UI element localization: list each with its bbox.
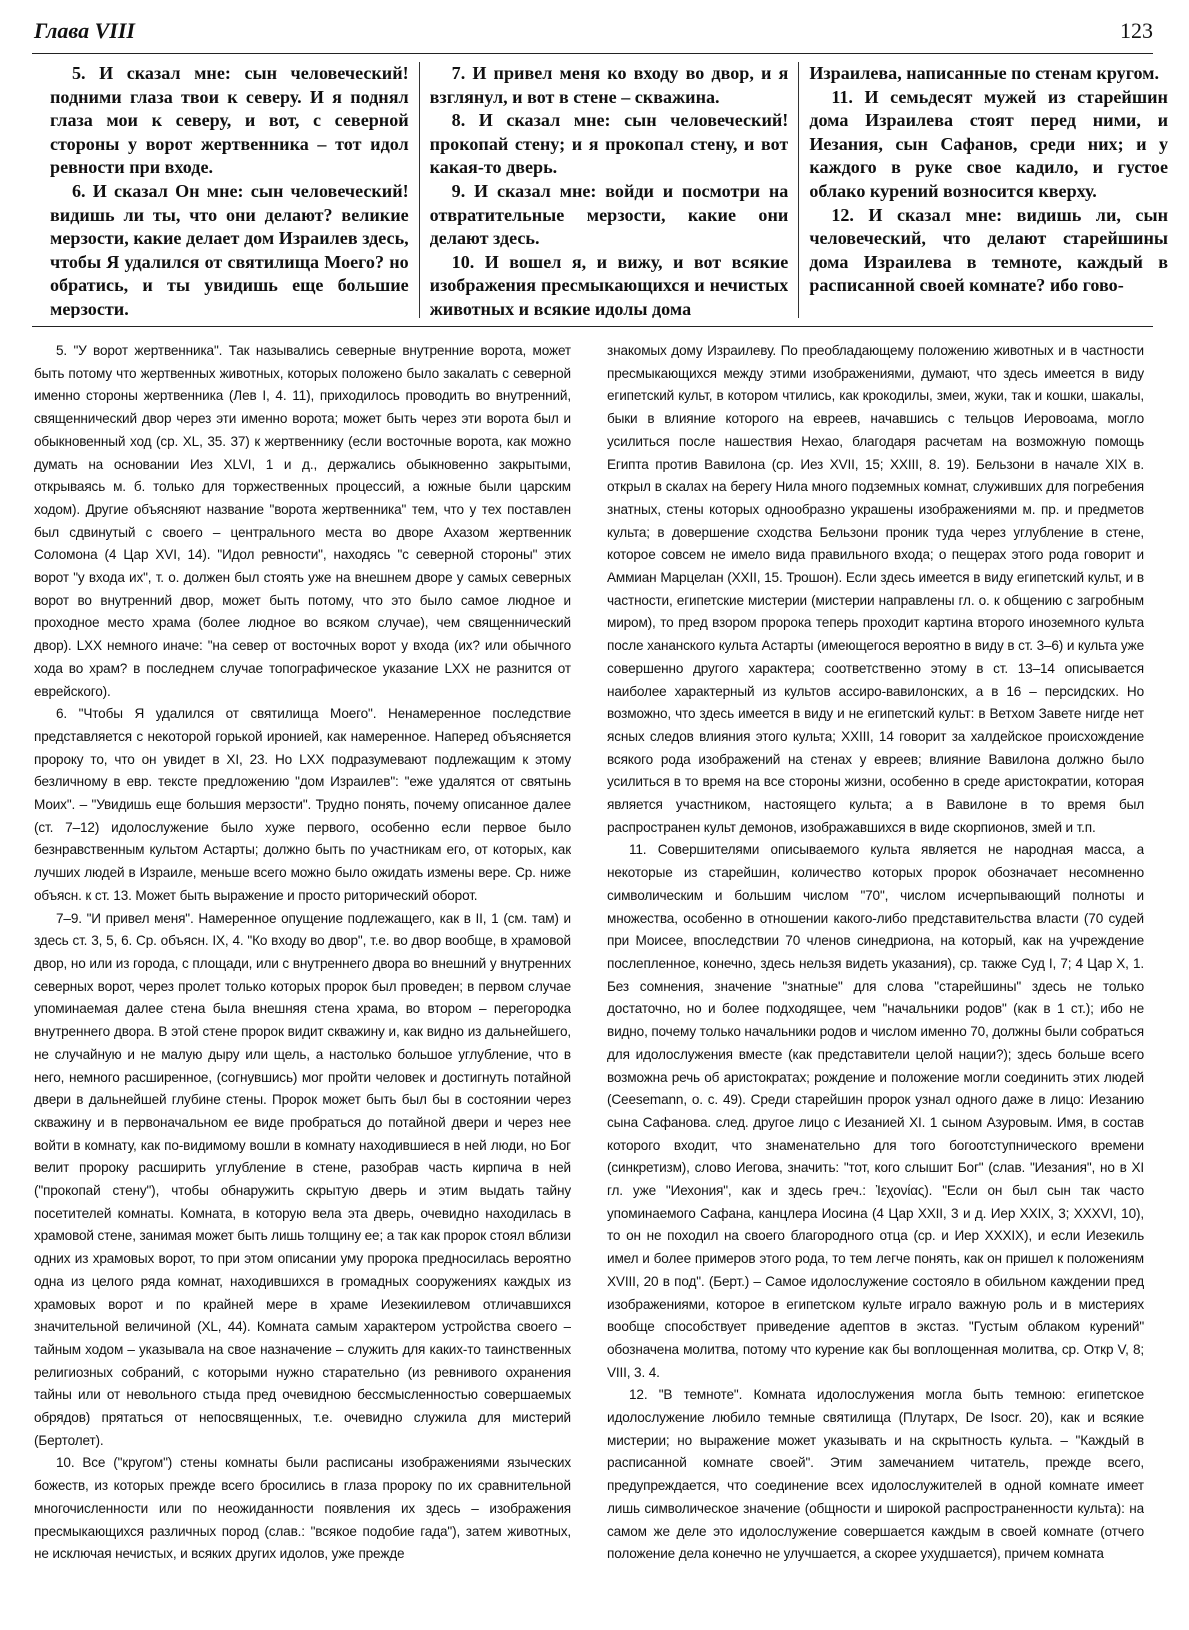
verse-5: 5. И сказал мне: сын человеческий! подними глаза твои к северу. И я поднял глаза мои к северу, и вот, с северной стороны у ворот жертвенника – тот идол ревности при входе. [50,63,409,178]
commentary-5: 5. "У ворот жертвенника". Так назывались северные внутренние ворота, может быть потому что жертвенных животных, которых положено было закалать с северной именно стороны жертвенника (Лев I, 4. 11), приходилось проводить во внутренний, священнический двор через эти именно ворота; может быть через эти ворота был и обыкновенный ход (ср. XL, 35. 37) к жертвеннику (если восточные ворота, как можно думать на основании Иез XLVI, 1 и д., держались обыкновенно закрытыми, открываясь м. б. только для торжественных процессий, а южные были царским ходом). Другие объясняют название "ворота жертвенника" тем, что у тех поставлен был сдвинутый с своего – центрального места во дворе Ахазом жертвенник Соломона (4 Цар XVI, 14). "Идол ревности", находясь "с северной стороны" этих ворот "у входа их", т. о. должен был стоять уже на внешнем дворе у самых северных ворот во внутренний двор, может быть потому, что это было самое людное и проходное место храма (более людное во всяком случае), чем священнический двор). LXX немного иначе: "на север от восточных ворот у входа (их? или обычного хода во храм? в последнем случае топографическое указание LXX не разнится от еврейского). [34,343,571,699]
page-number: 123 [1120,18,1153,43]
verse-8: 8. И сказал мне: сын человеческий! прокопай стену; и я прокопал стену, и вот какая-то дверь. [429,110,789,178]
verse-9: 9. И сказал мне: войди и посмотри на отвратительные мерзости, какие они делают здесь. [429,180,789,249]
header-rule [32,53,1153,54]
verse-10-continuation: Израилева, написанные по стенам кругом. [809,63,1160,83]
commentary-10: 10. Все ("кругом") стены комнаты были расписаны изображениями языческих божеств, из которых прежде всего бросились в глаза пророку по их сравнительной многочисленности или по неожиданности появления их здесь – изображения пресмыкающихся различных пород (слав.: "всякое подобие гада"), затем животных, не исключая нечистых, и всяких других идолов, уже прежде [34,1455,571,1562]
scripture-column-3 [809,62,1168,318]
verse-10: 10. И вошел я, и вижу, и вот всякие изображения пресмыкающихся и нечистых животных и всякие идолы дома [429,251,789,318]
section-rule [32,326,1153,327]
column-divider [419,62,420,318]
commentary-11: 11. Совершителями описываемого культа является не народная масса, а некоторые из старейшин, количество которых пророк обозначает несомненно символическим и большим числом "70", числом исчерпывающий полноты и множества, особенно в отношении какого-либо представительства власти (70 судей при Моисее, впоследствии 70 членов синедриона, на который, как на учреждение послепленное, конечно, здесь нельзя видеть указания), ср. также Суд I, 7; 4 Цар X, 1. Без сомнения, значение "знатные" для слова "старейшины" здесь не только достаточно, но и более подходящее, чем "начальники родов" (как в 1 ст.); ибо не видно, почему только начальники родов и числом именно 70, должны были собраться для идолослужения вместе (как представители целой нации?); здесь больше всего возможна речь об аристократах; рождение и положение могли соединить этих людей (Ceesemann, o. c. 49). Среди старейшин пророк узнал одного даже в лицо: Иезанию сына Сафанова. след. другое лицо с Иезанией XI. 1 сыном Азуровым. Имя, в состав которого входит, что знаменательно для того богоотступнического времени (синкретизм), слово Иегова, значить: "тот, кого слышит Бог" (слав. "Иезания", но в XI гл. уже "Иехония", как и здесь греч.: Ἰεχονίας). "Если он был сын так часто упоминаемого Сафана, канцлера Иосина (4 Цар XXII, 3 и д. Иер XXIX, 3; XXXVI, 10), то он не походил на своего благородного отца (ср. и Иер XXXIX), и если Иезекиль имел и более примеров этого рода, то тем легче понять, как он пришел к положениям XVIII, 20 в под". (Берт.) – Самое идолослужение состояло в обильном каждении пред изображениями, которое в египетском культе играло важную роль и в мистериях вообще способствует приведение адептов в экстаз. "Густым облаком курений" обозначена молитва, потому что курение как бы воплощенная молитва, ср. Откр V, 8; VIII, 3. 4. [607,842,1144,1380]
scripture-column-2 [430,62,789,318]
commentary-column-left [34,340,571,1625]
commentary-6: 6. "Чтобы Я удалился от святилища Моего". Ненамеренное последствие представляется с некоторой горькой иронией, как намеренное. Наперед объясняется пророку то, что он увидет в XI, 23. Но LXX подразумевают подлежащим к этому безличному в евр. тексте предложению "дом Израилев": "еже удалятся от святынь Моих". – "Увидишь еще большия мерзости". Трудно понять, почему описанное далее (ст. 7–12) идолослужение было хуже первого, особенно если первое было безнравственным культом Астарты; должно быть по участникам его, от которых, как лучших людей в Израиле, меньше всего можно было ожидать измены вере. Ср. ниже объясн. к ст. 13. Может быть выражение и просто риторический оборот. [34,706,571,903]
verse-11: 11. И семьдесят мужей из старейшин дома Израилева стоят перед ними, и Иезания, сын Сафанов, среди них; и у каждого в руке свое кадило, и густое облако курений возносится кверху. [809,86,1168,201]
commentary-10-continuation: знакомых дому Израилеву. По преобладающему положению животных и в частности пресмыкающихся между этими изображениями, думают, что здесь имеется в виду египетский культ, в котором чтились, как крокодилы, змеи, жуки, так и кошки, шакалы, быки в влияние которого на евреев, начавшись с тельцов Иеровоама, могло усилиться после нашествия Нехао, благодаря расчетам на возможную помощь Египта против Вавилона (ср. Иез XVII, 15; XXIII, 8. 19). Бельзони в начале XIX в. открыл в скалах на берегу Нила много подземных комнат, служивших для погребения знатных, стены которых однообразно украшены изображениями м. пр. и предметов культа; в довершение сходства Бельзони проник туда через углубление в стене, которое совсем не имело вида правильного входа; о пещерах этого рода говорит и Аммиан Марцелан (XXII, 15. Трошон). Если здесь имеется в виду египетский культ, и в частности, египетские мистерии (мистерии направлены гл. о. к общению с загробным миром), то пред взором пророка теперь проходит картина второго иноземного культа после хананского культа Астарты (имеющегося вероятно в виду в ст. 3–6) и культа уже совершенно другого характера; соответственно этому в ст. 13–14 описывается наиболее характерный из культов ассиро-вавилонских, а в 16 – персидских. Но возможно, что здесь имеется в виду и не египетский культ: в Ветхом Завете нигде нет ясных следов влияния этого культа; XXIII, 14 говорит за халдейское происхождение всякого рода изображений на стенах у евреев; влияние Вавилона должно было усилиться в то время на все стороны жизни, особенно в среде аристократии, которая является участником, настоящего культа; а в Вавилоне в то время был распространен культ демонов, изображавшихся в виде скорпионов, змей и т.п. [607,343,1144,835]
commentary-column-right [607,340,1144,1625]
chapter-heading: Глава VIII [34,18,135,43]
verse-6: 6. И сказал Он мне: сын человеческий! видишь ли ты, что они делают? великие мерзости, какие делает дом Израилев здесь, чтобы Я удалился от святилища Моего? но обратись, и ты увидишь еще большие мерзости. [50,180,409,318]
commentary-12: 12. "В темноте". Комната идолослужения могла быть темною: египетское идолослужение любило темные святилища (Плутарх, De Isocr. 20), как и всякие мистерии; но выражение может указывать и на скрытность культа. – "Каждый в расписанной комнате своей". Этим замечанием читатель, прежде всего, предупреждается, что соединение всех идолослужителей в одной комнате имеет лишь символическое значение (общности и широкой распространенности культа): на самом же деле это идолослужение совершается каждым в своей комнате (отчего положение дела конечно не улучшается, а скорее ухудшается), причем комната [607,1387,1144,1562]
scripture-text [50,62,1168,318]
commentary-7-9: 7–9. "И привел меня". Намеренное опущение подлежащего, как в II, 1 (см. там) и здесь ст. 3, 5, 6. Ср. объясн. IX, 4. "Ко входу во двор", т.е. во двор вообще, в храмовой двор, но или из города, с площади, или с внутреннего двора во внешний у внутренних северных ворот, через пролет только которых пророк был проведен; в первом случае упоминаемая далее стена была внешняя стена храма, во втором – перегородка внутреннего двора. В этой стене пророк видит скважину и, как видно из дальнейшего, не случайную и не малую дыру или щель, а настолько большое углубление, что в него, немного расширенное, (согнувшись) мог пройти человек и достигнуть потайной двери в дальнейшей глубине стены. Пророк может быть был бы в состоянии через скважину и в первоначальном ее виде пробраться до потайной двери и через нее войти в комнату, как по-видимому вошли в комнату находившиеся в ней люди, но Бог велит пророку расширить углубление в стене, разобрав часть кирпича в ней ("прокопай стену"), чтобы обнаружить скрытую дверь и этим выдать тайну посетителей комнаты. Комната, в которую вела эта дверь, очевидно находилась в храмовой стене, занимая может быть лишь толщину ее; а так как пророк стоял вблизи одних из храмовых ворот, то при этом описании уму пророка предносилась вероятно одна из целого ряда комнат, находившихся в громадных сооружениях каждых из храмовых ворот и по крайней мере в храме Иезекиилевом отличавшихся значительной величиной (XL, 44). Комната самым характером устройства своего – тайным ходом – указывала на свое назначение – служить для каких-то таинственных религиозных собраний, с которыми нужно старательно (из ревнивого охранения тайны или от невольного стыда пред очевидною бессмысленностью совершаемых обрядов) прятаться от непосвященных, т.е. очевидно служила для мистерий (Бертолет). [34,910,571,1448]
verse-12: 12. И сказал мне: видишь ли, сын человеческий, что делают старейшины дома Израилева в темноте, каждый в расписанной своей комнате? ибо гово- [809,204,1168,296]
column-divider [798,62,799,318]
scripture-column-1 [50,62,409,318]
verse-7: 7. И привел меня ко входу во двор, и я взглянул, и вот в стене – скважина. [429,63,789,107]
